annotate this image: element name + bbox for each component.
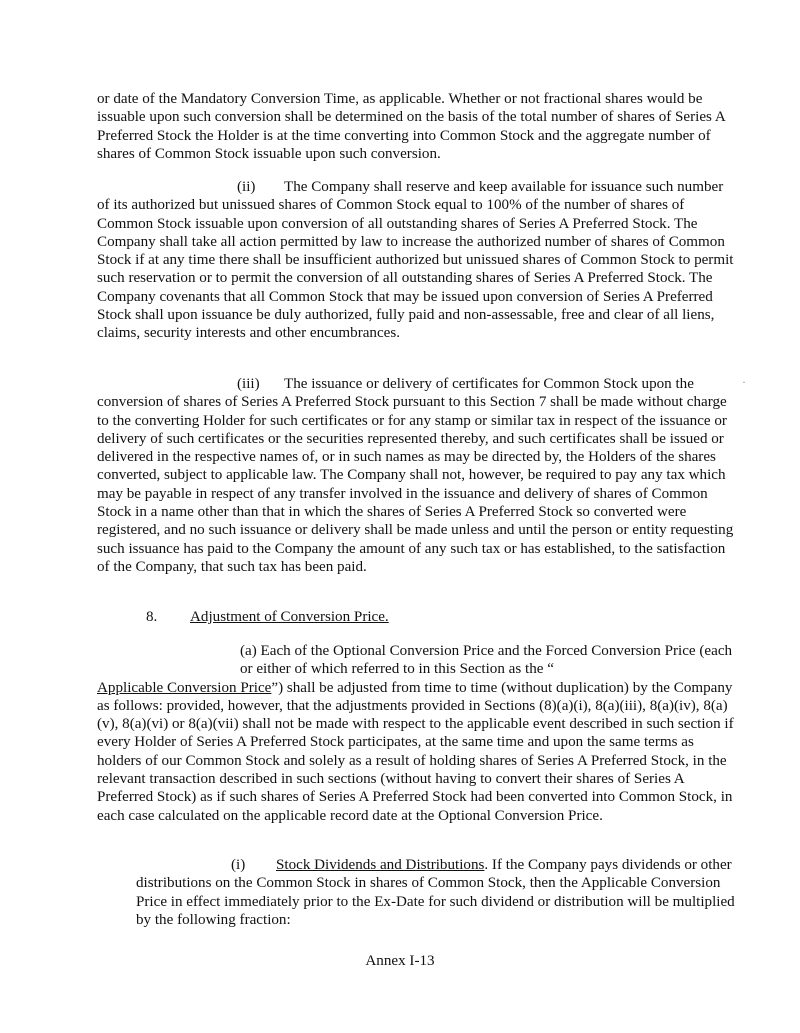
paragraph-intro [97, 90, 737, 163]
paragraph-intro-text: or date of the Mandatory Conversion Time, as applicable. Whether or not fractional shares would be issuable upon such conversion shall be determined on the basis of the total number of shares of Series A Preferred Stock the Holder is at the time converting into Common Stock and the aggregate number of shares of Common Stock issuable upon such conversion. [97, 91, 725, 162]
section-8-number: 8. [146, 609, 158, 625]
paragraph-8a-i-heading: Stock Dividends and Distributions [276, 857, 485, 873]
paragraph-8a-i-number: (i) [231, 857, 246, 873]
paragraph-ii-number: (ii) [237, 179, 256, 195]
paragraph-iii-text: The issuance or delivery of certificates for Common Stock upon the conversion of shares of Series A Preferred Stock pursuant to this Section 7 shall be made without charge to the converting Holder for such certificates or for any stamp or similar tax in respect of the issuance or delivery of such certificates or the securities represented thereby, and such certificates shall be issued or delivered in the respective names of, or in such names as may be directed by, the Holders of the shares converted, subject to applicable law. The Company shall not, however, be required to pay any tax which may be payable in respect of any transfer involved in the issuance and delivery of shares of Common Stock in a name other than that in which the shares of Series A Preferred Stock so converted were registered, and no such issuance or delivery shall be made unless and until the person or entity requesting such issuance has paid to the Company the amount of any such tax or has established, to the satisfaction of the Company, that such tax has been paid. [97, 376, 734, 575]
defined-term-applicable-conversion-price: Applicable Conversion Price [97, 679, 272, 696]
paragraph-8a-i [136, 856, 736, 929]
paragraph-8a-i-text: . If the Company pays dividends or other distributions on the Common Stock in shares of Common Stock, then the Applicable Conversion Price in effect immediately prior to the Ex-Date for such dividend or distribution will be multiplied by the following fraction: [136, 857, 735, 928]
paragraph-8a [97, 642, 737, 825]
paragraph-iii [97, 375, 737, 576]
paragraph-ii [97, 178, 737, 343]
paragraph-8a-rest: ”) shall be adjusted from time to time (without duplication) by the Company as follows: provided, however, that the adjustments provided in Sections (8)(a)(i), 8(a)(iii), 8(a)(iv), 8(a)(v), 8(a)(vi) or 8(a)(vii) shall not be made with respect to the applicable event described in such section if every Holder of Series A Preferred Stock participates, at the same time and upon the same terms as holders of our Common Stock and solely as a result of holding shares of Series A Preferred Stock, in the relevant transaction described in such sections (without having to convert their shares of Series A Preferred Stock) as if such shares of Series A Preferred Stock had been converted into Common Stock, in each case calculated on the applicable record date at the Optional Conversion Price. [97, 679, 734, 824]
paragraph-8a-lead: (a) Each of the Optional Conversion Price and the Forced Conversion Price (each or either of which referred to in this Section as the “ [240, 643, 733, 678]
section-8-title: Adjustment of Conversion Price. [190, 609, 389, 625]
section-8-heading [146, 608, 389, 626]
paragraph-ii-text: The Company shall reserve and keep available for issuance such number of its authorized but unissued shares of Common Stock equal to 100% of the number of shares of Common Stock issuable upon conversion of all outstanding shares of Series A Preferred Stock. The Company shall take all action permitted by law to increase the authorized number of shares of Common Stock if at any time there shall be insufficient authorized but unissued shares of Common Stock to permit such reservation or to permit the conversion of all outstanding shares of Series A Preferred Stock. The Company covenants that all Common Stock that may be issued upon conversion of Series A Preferred Stock shall upon issuance be duly authorized, fully paid and non-assessable, free and clear of all liens, claims, security interests and other encumbrances. [97, 179, 734, 342]
margin-dot: · [742, 375, 746, 389]
page-footer: Annex I-13 [365, 953, 435, 969]
paragraph-iii-number: (iii) [237, 376, 260, 392]
